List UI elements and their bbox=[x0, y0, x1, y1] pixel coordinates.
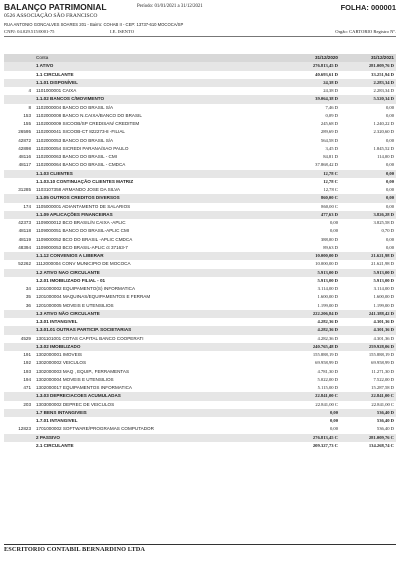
account-description: 1109000053 BCO BRASIL-APLIC ct 37163-7 bbox=[36, 244, 128, 250]
balance-2020: 5.913,00 D bbox=[317, 277, 338, 283]
account-description: 1701000002 SOFTWARE/PROGRAMAS COMPUTADOR bbox=[36, 426, 154, 432]
account-code bbox=[4, 194, 34, 202]
balance-2021: 155.888,19 D bbox=[368, 352, 394, 357]
account-description: 1.3 ATIVO NÃO CIRCULANTE bbox=[34, 310, 284, 318]
account-row bbox=[4, 425, 396, 433]
account-description: 1.1.03.10 CONTINUAÇÃO CLIENTES MATRIZ bbox=[36, 178, 134, 184]
balance-2021: 3.825,58 D bbox=[373, 220, 394, 225]
table-body bbox=[4, 62, 396, 450]
account-code: 155 bbox=[23, 121, 31, 126]
registry-info: Orgão: CARTORIO Registro Nº. bbox=[335, 29, 396, 34]
account-code bbox=[4, 392, 34, 400]
balance-2021: 0,00 bbox=[340, 170, 396, 178]
account-group-row bbox=[4, 178, 396, 186]
account-row bbox=[4, 285, 396, 293]
balance-2021: 0,70 D bbox=[381, 228, 394, 234]
account-row bbox=[4, 302, 396, 310]
balance-2021: 2.283,34 D bbox=[340, 79, 396, 87]
balance-2020: 10.000,00 D bbox=[284, 252, 340, 260]
account-row bbox=[4, 293, 396, 301]
balance-2020: 477,63 D bbox=[284, 211, 340, 219]
account-group-row bbox=[4, 326, 396, 334]
balance-2021: 69.958,99 D bbox=[371, 360, 394, 366]
balance-2020: 0,00 bbox=[329, 228, 338, 234]
company-name: 0526 ASSOCIAÇÃO SÃO FRANCISCO bbox=[4, 13, 98, 19]
account-code bbox=[4, 71, 34, 79]
balance-2020: 7,46 D bbox=[325, 104, 338, 110]
balance-2020: 860,00 C bbox=[284, 194, 340, 202]
balance-2021: 5.520,34 D bbox=[340, 95, 396, 103]
account-code: 26595 bbox=[18, 129, 31, 135]
balance-2021: 1.845,52 D bbox=[373, 145, 394, 151]
account-group-row bbox=[4, 417, 396, 425]
balance-2020: 40.693,61 D bbox=[315, 71, 338, 77]
column-header-conta: Conta bbox=[34, 54, 284, 62]
report-title: BALANÇO PATRIMONIAL bbox=[4, 2, 107, 12]
account-code: 36 bbox=[25, 302, 31, 308]
balance-2020: 1.199,00 D bbox=[317, 302, 338, 308]
balance-2020: 39.064,38 D bbox=[284, 95, 340, 103]
balance-2021: 22.841,00 C bbox=[371, 401, 394, 407]
account-code: 8 bbox=[28, 104, 31, 110]
balance-2020: 388,00 D bbox=[320, 236, 338, 242]
account-description: 1105000001 ADIANTAMENTO DE SALARIOS bbox=[36, 203, 131, 209]
account-group-row bbox=[4, 392, 396, 400]
balance-2020: 24,38 D bbox=[284, 79, 340, 87]
account-description: 2 PASSIVO bbox=[34, 434, 284, 442]
account-code bbox=[4, 211, 34, 219]
account-code bbox=[4, 442, 34, 450]
account-description: 1.3.03 DEPRECIACOES ACUMULADAS bbox=[34, 392, 284, 400]
account-code: 4529 bbox=[20, 335, 31, 341]
account-description: 1102000041 SICOOB-CT 822273-8 -FILIAL bbox=[36, 129, 125, 135]
balance-2020: 84,81 D bbox=[323, 154, 338, 159]
account-code: 31285 bbox=[18, 187, 31, 192]
account-row bbox=[4, 120, 396, 128]
balance-2020: 12,78 C bbox=[323, 178, 338, 184]
account-code: 194 bbox=[23, 376, 31, 382]
account-row bbox=[4, 384, 396, 392]
balance-2020: 12,78 C bbox=[323, 187, 338, 192]
balance-2021: 0,00 bbox=[385, 162, 394, 168]
account-code bbox=[4, 310, 34, 318]
account-description: 1302000017 EQUIPAMENTOS INFORMATICA bbox=[36, 385, 132, 390]
account-code: 4 bbox=[28, 88, 31, 93]
account-code bbox=[4, 252, 34, 260]
footer-divider bbox=[4, 544, 396, 545]
account-code: 42898 bbox=[18, 145, 31, 151]
balance-2021: 0,00 bbox=[385, 178, 394, 184]
company-cnpj: CNPJ: 04.029.515/0001-75 bbox=[4, 29, 55, 34]
account-code bbox=[4, 170, 34, 178]
account-code: 153 bbox=[23, 112, 31, 118]
account-description: 1.1.12 CONVENIOS A LIBERAR bbox=[34, 252, 284, 260]
balance-2021: 1.240,22 D bbox=[373, 121, 394, 126]
account-code bbox=[4, 269, 34, 277]
account-code bbox=[4, 178, 34, 186]
account-description: 1.1 CIRCULANTE bbox=[36, 71, 74, 77]
account-group-row bbox=[4, 194, 396, 202]
balance-2021: 281.009,76 D bbox=[340, 62, 396, 70]
account-row bbox=[4, 219, 396, 227]
balance-2020: 209.327,73 C bbox=[312, 442, 338, 448]
column-header-2021: 31/12/2021 bbox=[340, 54, 396, 62]
balance-2020: 10.000,00 D bbox=[315, 261, 338, 267]
account-code bbox=[4, 409, 34, 417]
balance-2020: 289,69 D bbox=[320, 129, 338, 135]
balance-2021: 7.522,00 D bbox=[373, 376, 394, 382]
balance-2020: 245,68 D bbox=[320, 121, 338, 126]
account-group-row bbox=[4, 62, 396, 70]
account-code: 48119 bbox=[18, 236, 31, 242]
account-description: 1.1.02 BANCOS C/MOVIMENTO bbox=[34, 95, 284, 103]
balance-2021: 3.114,00 D bbox=[373, 286, 394, 291]
account-description: 1201000005 MOVEIS E UTENSILIOS bbox=[36, 302, 114, 308]
account-description: 1302000004 MOVEIS E UTENSILIOS bbox=[36, 376, 114, 382]
balance-2021: 0,00 bbox=[340, 194, 396, 202]
balance-2021: 0,00 bbox=[385, 137, 394, 143]
balance-2021: 2.320,60 D bbox=[373, 129, 394, 135]
balance-2020: 240.765,48 D bbox=[284, 343, 340, 351]
account-description: 1.7.01 INTANGIVEL bbox=[36, 418, 78, 423]
company-address: RUA ANTONIO GONCALVES SOARES 201 - Bairro: COHAB II - CEP: 13737-610 MOCOCA/SP bbox=[4, 22, 184, 27]
account-description: 1201000002 EQUIPAMENTO(S) INFORMATICA bbox=[36, 286, 136, 291]
balance-2020: 1.600,00 D bbox=[317, 294, 338, 300]
balance-2021: 1.199,00 D bbox=[373, 302, 394, 308]
account-code bbox=[4, 277, 34, 285]
balance-2020: 4.282,36 D bbox=[317, 319, 338, 324]
account-description: 1102000053 BANCO DO BRASIL S/A bbox=[36, 137, 114, 143]
page-number: FOLHA: 000001 bbox=[340, 3, 396, 12]
account-group-row bbox=[4, 79, 396, 87]
account-row bbox=[4, 351, 396, 359]
balance-2021: 21.621,98 D bbox=[340, 252, 396, 260]
account-code: 42872 bbox=[18, 137, 31, 143]
balance-2020: 276.813,45 D bbox=[284, 62, 340, 70]
account-description: 1109000052 BCO DO BRASIL -APLIC CMDCA bbox=[36, 236, 133, 242]
account-description: 1102000054 SICREDI PARANA/SAO PAULO bbox=[36, 145, 129, 151]
account-code: 12823 bbox=[18, 426, 31, 432]
account-description: 1201000004 MAQUINAS/EQUIPAMENTOS E FERRAM bbox=[36, 294, 151, 300]
header-divider bbox=[4, 36, 396, 37]
account-code bbox=[4, 417, 34, 425]
footer-company: ESCRITORIO CONTABIL BERNARDINO LTDA bbox=[4, 546, 146, 553]
account-row bbox=[4, 376, 396, 384]
account-code: 48116 bbox=[18, 154, 31, 159]
balance-2020: 0,00 bbox=[329, 220, 338, 225]
balance-2021: 4.301,36 D bbox=[373, 335, 394, 341]
account-description: 2.1 CIRCULANTE bbox=[36, 442, 74, 448]
balance-2021: 11.271,30 D bbox=[371, 368, 394, 374]
account-description: 1102000008 BANCO N.CAIXA/BANCO DO BRASIL bbox=[36, 112, 142, 118]
balance-2020: 4.282,36 D bbox=[317, 335, 338, 341]
account-description: 1303000002 DEPREC DE VEICULOS bbox=[36, 401, 115, 407]
account-description: 1102000064 BANCO DO BRASIL - CMDCA bbox=[36, 162, 126, 168]
balance-2020: 0,00 bbox=[329, 426, 338, 432]
account-description: 1302000003 MAQ , EQUIP., FERRAMENTAS bbox=[36, 368, 130, 374]
account-description: 1 ATIVO bbox=[34, 62, 284, 70]
balance-2020: 222.206,84 D bbox=[284, 310, 340, 318]
account-code bbox=[4, 343, 34, 351]
account-code: 52262 bbox=[18, 261, 31, 267]
account-group-row bbox=[4, 318, 396, 326]
account-description: 1.7 BENS INTANGIVEIS bbox=[34, 409, 284, 417]
account-row bbox=[4, 244, 396, 252]
balance-2021: 281.009,76 C bbox=[340, 434, 396, 442]
account-description: 1302000002 VEICULOS bbox=[36, 360, 87, 366]
account-description: 1102000004 BANCO DO BRASIL S/A bbox=[36, 104, 114, 110]
balance-2020: 22.841,00 C bbox=[284, 392, 340, 400]
account-row bbox=[4, 359, 396, 367]
balance-2021: 22.841,00 C bbox=[340, 392, 396, 400]
balance-2021: 134.268,74 C bbox=[368, 442, 394, 448]
account-row bbox=[4, 153, 396, 161]
account-code: 35 bbox=[25, 294, 31, 300]
balance-sheet-table bbox=[4, 54, 396, 450]
balance-2021: 536,40 D bbox=[376, 418, 394, 423]
balance-2020: 4.282,36 D bbox=[284, 326, 340, 334]
account-description: 1102000063 BANCO DO BRASIL - CMI bbox=[36, 154, 117, 159]
account-row bbox=[4, 368, 396, 376]
account-description: 1103107358 ARMANDO JOSE DA SILVA bbox=[36, 187, 121, 192]
account-description: 1109000012 BCO BRASIL/N CAIXA -APLIC bbox=[36, 220, 126, 225]
account-code: 191 bbox=[23, 352, 31, 357]
account-row bbox=[4, 335, 396, 343]
account-group-row bbox=[4, 71, 396, 79]
account-code: 48118 bbox=[18, 228, 31, 234]
balance-2021: 536,40 D bbox=[340, 409, 396, 417]
account-description: 1.1.03 CLIENTES bbox=[34, 170, 284, 178]
balance-2021: 2.283,34 D bbox=[373, 88, 394, 93]
account-group-row bbox=[4, 277, 396, 285]
account-description: 1.1.05 OUTROS CREDITOS DIVERSOS bbox=[34, 194, 284, 202]
balance-2020: 5.115,00 D bbox=[317, 385, 338, 390]
balance-2021: 241.388,42 D bbox=[340, 310, 396, 318]
account-row bbox=[4, 227, 396, 235]
account-row bbox=[4, 128, 396, 136]
account-code bbox=[4, 62, 34, 70]
account-group-row bbox=[4, 442, 396, 450]
balance-2021: 21.621,98 D bbox=[371, 261, 394, 267]
account-description: 1.3.01 INTANGIVEL bbox=[36, 319, 78, 324]
account-code: 192 bbox=[23, 360, 31, 366]
account-row bbox=[4, 186, 396, 194]
account-code: 174 bbox=[23, 203, 31, 209]
balance-2020: 564,58 D bbox=[320, 137, 338, 143]
account-code bbox=[4, 95, 34, 103]
balance-2020: 24,38 D bbox=[323, 88, 338, 93]
balance-2020: 276.813,45 C bbox=[284, 434, 340, 442]
account-group-row bbox=[4, 211, 396, 219]
account-code bbox=[4, 79, 34, 87]
balance-2020: 37.868,42 D bbox=[315, 162, 338, 168]
balance-2020: 0,00 bbox=[329, 418, 338, 423]
balance-2020: 0,09 D bbox=[325, 112, 338, 118]
account-description: 1.1.09 APLICAÇÕES FINANCEIRAS bbox=[34, 211, 284, 219]
report-period: Período: 01/01/2021 a 31/12/2021 bbox=[137, 4, 203, 9]
balance-2020: 4.781,30 D bbox=[317, 368, 338, 374]
balance-2021: 33.251,94 D bbox=[371, 71, 394, 77]
account-code: 34 bbox=[25, 286, 31, 291]
balance-2021: 3.826,28 D bbox=[340, 211, 396, 219]
account-description: 1.3.01.01 OUTRAS PARTICIP. SOCIETARIAS bbox=[34, 326, 284, 334]
account-description: 1.2.01 IMOBILIZADO FILIAL - 01 bbox=[36, 277, 106, 283]
account-group-row bbox=[4, 269, 396, 277]
balance-2021: 5.913,00 D bbox=[340, 269, 396, 277]
account-code: 471 bbox=[23, 385, 31, 390]
account-code bbox=[4, 318, 34, 326]
account-code: 48394 bbox=[18, 244, 31, 250]
balance-2021: 5.913,00 D bbox=[373, 277, 394, 283]
balance-2020: 3.114,00 D bbox=[317, 286, 338, 291]
balance-2021: 0,00 bbox=[385, 244, 394, 250]
account-group-row bbox=[4, 343, 396, 351]
column-header-2020: 31/12/2020 bbox=[284, 54, 340, 62]
account-group-row bbox=[4, 95, 396, 103]
account-code: 193 bbox=[23, 368, 31, 374]
account-description: 1302000001 IMOVEIS bbox=[36, 352, 82, 357]
account-description: 1102000009 SICOOB/SP CREDISAN/ CREDITEM bbox=[36, 121, 140, 126]
table-header-row bbox=[4, 54, 396, 62]
balance-2020: 0,00 bbox=[284, 409, 340, 417]
account-description: 1.2 ATIVO NAO CIRCULANTE bbox=[34, 269, 284, 277]
balance-2021: 0,00 bbox=[385, 112, 394, 118]
account-description: 1.1.01 DISPONÍVEL bbox=[34, 79, 284, 87]
balance-2021: 536,40 D bbox=[376, 426, 394, 432]
account-row bbox=[4, 112, 396, 120]
account-code: 48117 bbox=[18, 162, 31, 168]
balance-2021: 4.301,36 D bbox=[340, 326, 396, 334]
balance-2021: 0,00 bbox=[385, 236, 394, 242]
balance-2020: 5.913,00 D bbox=[284, 269, 340, 277]
balance-2021: 4.301,36 D bbox=[373, 319, 394, 324]
balance-2020: 155.888,19 D bbox=[312, 352, 338, 357]
account-description: 1.3.02 IMOBILIZADO bbox=[34, 343, 284, 351]
account-group-row bbox=[4, 409, 396, 417]
account-row bbox=[4, 401, 396, 409]
balance-2020: 860,00 C bbox=[321, 203, 338, 209]
account-description: 1101000001 CAIXA bbox=[36, 88, 77, 93]
company-ie: I.E. ISENTO bbox=[110, 29, 135, 34]
account-row bbox=[4, 137, 396, 145]
balance-2021: 0,00 bbox=[385, 187, 394, 192]
balance-2020: 89,63 D bbox=[323, 244, 338, 250]
account-code: 203 bbox=[23, 401, 31, 407]
account-description: 1112000004 CONV MUNICIPIO DE MOCOCA bbox=[36, 261, 131, 267]
account-row bbox=[4, 145, 396, 153]
account-description: 1109000051 BANCO DO BRASIL-APLIC CMI bbox=[36, 228, 130, 234]
balance-2020: 3,45 D bbox=[325, 145, 338, 151]
account-code bbox=[4, 326, 34, 334]
account-row bbox=[4, 87, 396, 95]
account-group-row bbox=[4, 310, 396, 318]
account-row bbox=[4, 203, 396, 211]
account-code bbox=[4, 434, 34, 442]
account-row bbox=[4, 236, 396, 244]
account-row bbox=[4, 104, 396, 112]
account-row bbox=[4, 260, 396, 268]
balance-2021: 0,00 bbox=[385, 104, 394, 110]
account-description: 1301101001 COTAS CAPITAL BANCO COOPERATI bbox=[36, 335, 144, 341]
account-row bbox=[4, 161, 396, 169]
account-group-row bbox=[4, 170, 396, 178]
balance-2020: 22.841,00 C bbox=[315, 401, 338, 407]
balance-2020: 12,78 C bbox=[284, 170, 340, 178]
balance-2021: 0,00 bbox=[385, 203, 394, 209]
balance-2020: 5.022,00 D bbox=[317, 376, 338, 382]
account-code: 42373 bbox=[18, 220, 31, 225]
balance-2020: 69.958,99 D bbox=[315, 360, 338, 366]
balance-2021: 15.287,58 D bbox=[371, 385, 394, 390]
balance-2021: 259.928,06 D bbox=[340, 343, 396, 351]
balance-2021: 1.600,00 D bbox=[373, 294, 394, 300]
account-group-row bbox=[4, 434, 396, 442]
account-group-row bbox=[4, 252, 396, 260]
balance-2021: 114,00 D bbox=[377, 154, 394, 159]
